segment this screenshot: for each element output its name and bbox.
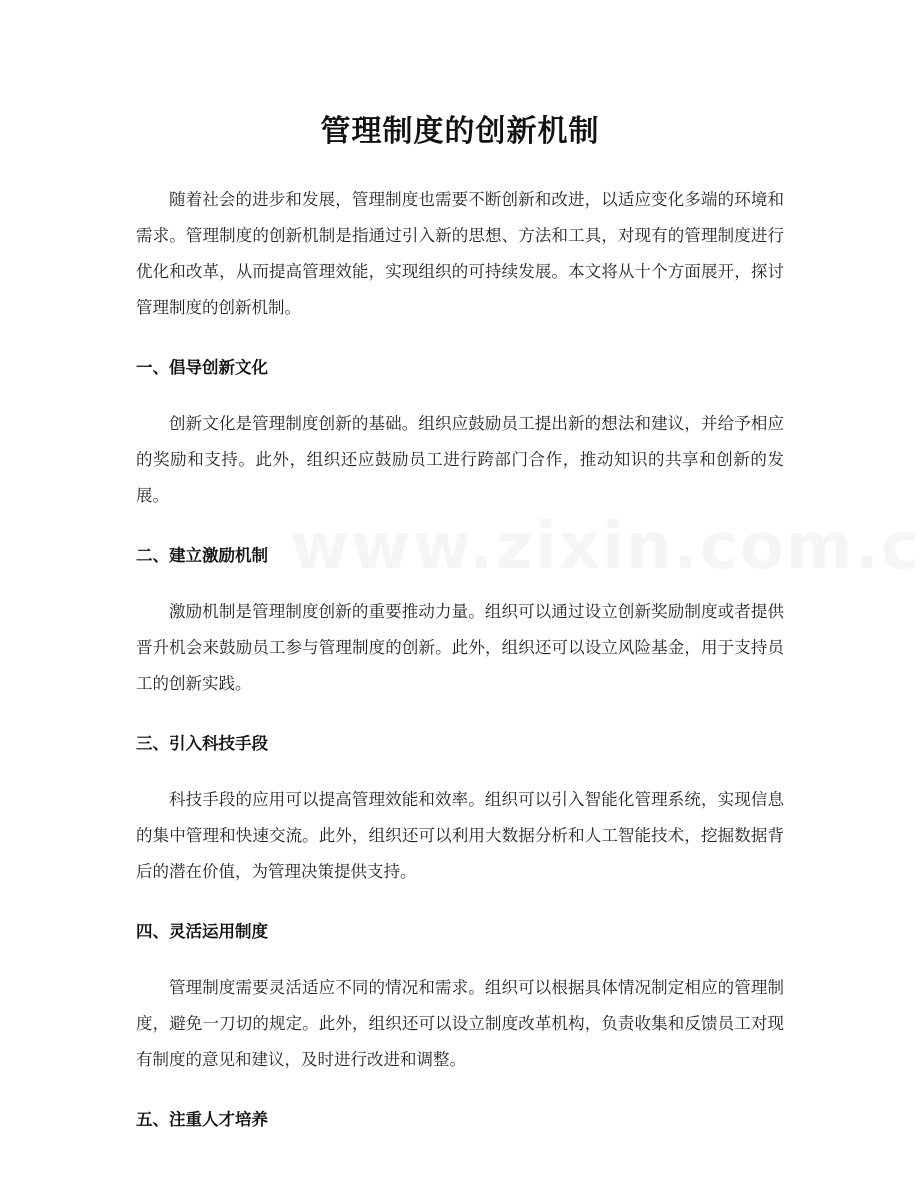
section-heading-2: 二、建立激励机制 <box>136 546 268 565</box>
section-heading-4: 四、灵活运用制度 <box>136 922 268 941</box>
section-heading-5: 五、注重人才培养 <box>136 1110 268 1129</box>
section-body-1: 创新文化是管理制度创新的基础。组织应鼓励员工提出新的想法和建议，并给予相应的奖励和支持。此外，组织还应鼓励员工进行跨部门合作，推动知识的共享和创新的发展。 <box>136 414 784 505</box>
section-body-3: 科技手段的应用可以提高管理效能和效率。组织可以引入智能化管理系统，实现信息的集中管理和快速交流。此外，组织还可以利用大数据分析和人工智能技术，挖掘数据背后的潜在价值，为管理决策提供支持。 <box>136 790 784 881</box>
section-body-4: 管理制度需要灵活适应不同的情况和需求。组织可以根据具体情况制定相应的管理制度，避免一刀切的规定。此外，组织还可以设立制度改革机构，负责收集和反馈员工对现有制度的意见和建议，及时进行改进和调整。 <box>136 978 784 1069</box>
section-heading-3: 三、引入科技手段 <box>136 734 268 753</box>
section-body-2: 激励机制是管理制度创新的重要推动力量。组织可以通过设立创新奖励制度或者提供晋升机会来鼓励员工参与管理制度的创新。此外，组织还可以设立风险基金，用于支持员工的创新实践。 <box>136 602 784 693</box>
section-heading-1: 一、倡导创新文化 <box>136 358 268 377</box>
document-title: 管理制度的创新机制 <box>320 114 600 149</box>
intro-paragraph: 随着社会的进步和发展，管理制度也需要不断创新和改进，以适应变化多端的环境和需求。管理制度的创新机制是指通过引入新的思想、方法和工具，对现有的管理制度进行优化和改革，从而提高管理效能，实现组织的可持续发展。本文将从十个方面展开，探讨管理制度的创新机制。 <box>136 190 784 317</box>
